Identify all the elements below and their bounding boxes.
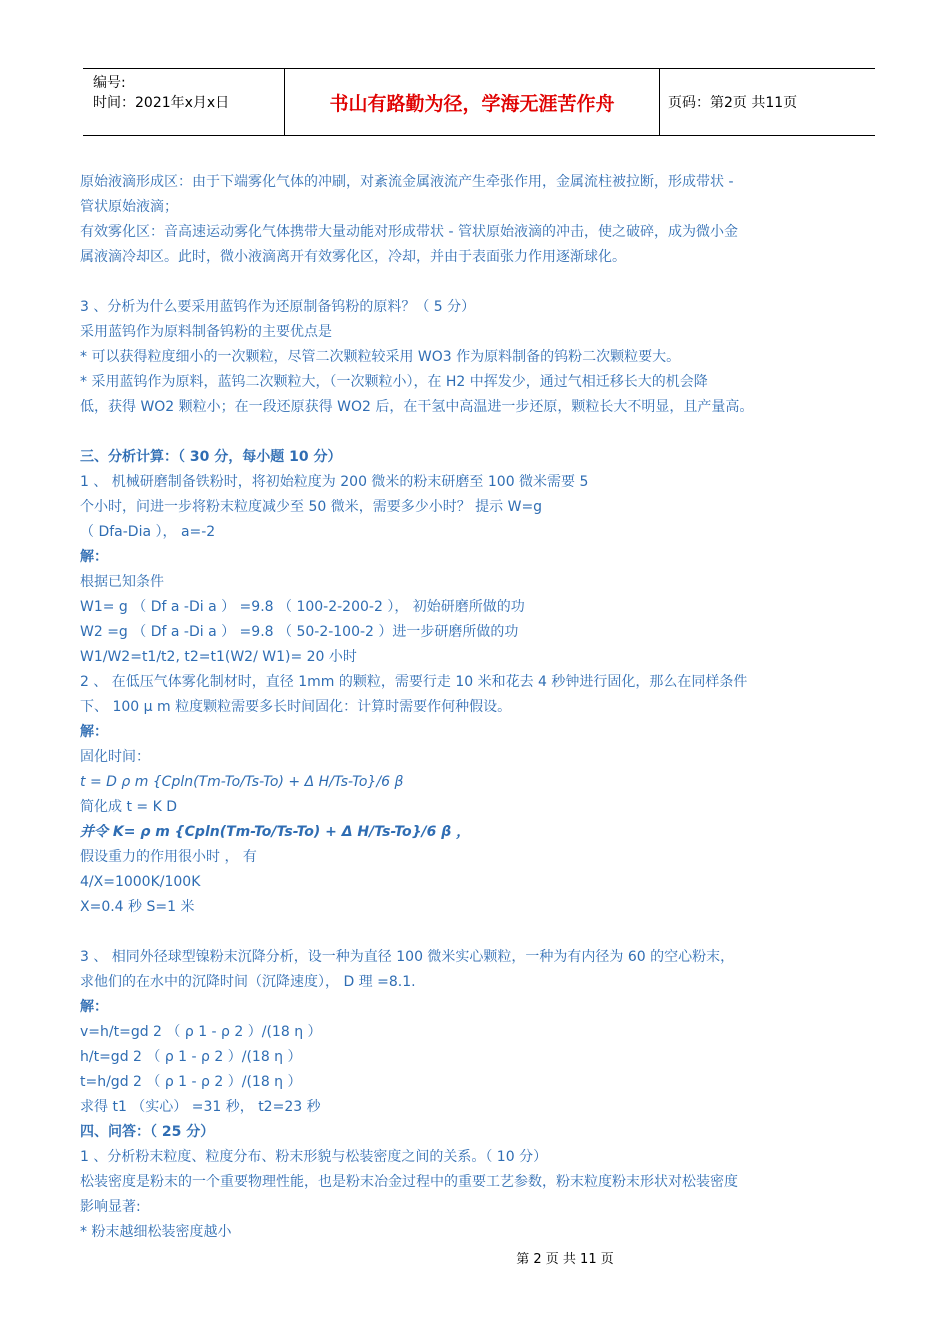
text-line: 管状原始液滴； <box>80 199 178 215</box>
formula-line: h/t=gd 2 （ ρ 1 - ρ 2 ）/(18 η ） <box>80 1049 302 1065</box>
text-line: 松装密度是粉末的一个重要物理性能，也是粉末冶金过程中的重要工艺参数，粉末粒度粉末形状对松装密度 <box>80 1174 738 1190</box>
text-line: 有效雾化区：音高速运动雾化气体携带大量动能对形成带状 - 管状原始液滴的冲击，使之破碎，成为微小金 <box>80 224 738 240</box>
page-footer: 第 2 页 共 11 页 <box>516 1252 614 1267</box>
bullet-line: * 粉末越细松装密度越小 <box>80 1224 232 1240</box>
blank-line <box>80 920 880 945</box>
text-line: 个小时，问进一步将粉末粒度减少至 50 微米，需要多少小时？ 提示 W=g <box>80 499 543 515</box>
blank-line <box>80 270 880 295</box>
text-line: 低，获得 WO2 颗粒小；在一段还原获得 WO2 后，在干氢中高温进一步还原，颗粒长大不明显，且产量高。 <box>80 399 754 415</box>
page-label: 页码：第2页 共11页 <box>668 95 798 111</box>
section-heading-3: 三、分析计算：（ 30 分，每小题 10 分） <box>80 449 342 465</box>
problem-3: 3 、 相同外径球型镍粉末沉降分析，设一种为直径 100 微米实心颗粒，一种为有内径为 60 的空心粉末， <box>80 949 735 965</box>
text-line: 影响显著: <box>80 1199 141 1215</box>
formula-line: v=h/t=gd 2 （ ρ 1 - ρ 2 ）/(18 η ） <box>80 1024 322 1040</box>
text-line: 原始液滴形成区：由于下端雾化气体的冲刷，对紊流金属液流产生牵张作用，金属流柱被拉断，形成带状 - <box>80 174 734 190</box>
formula-line: t=h/gd 2 （ ρ 1 - ρ 2 ）/(18 η ） <box>80 1074 302 1090</box>
solution-label: 解： <box>80 549 108 565</box>
problem-1: 1 、 机械研磨制备铁粉时，将初始粒度为 200 微米的粉末研磨至 100 微米需要 5 <box>80 474 589 490</box>
question-3: 3 、分析为什么要采用蓝钨作为还原制备钨粉的原料？（ 5 分） <box>80 299 476 315</box>
solution-label: 解： <box>80 999 108 1015</box>
section-heading-4: 四、问答：（ 25 分） <box>80 1124 215 1140</box>
page-header <box>83 68 875 136</box>
text-line: 固化时间： <box>80 749 150 765</box>
formula-line: t = D ρ m {Cpln(Tm-To/Ts-To) + Δ H/Ts-To}/6 β <box>80 774 404 790</box>
formula-line: W2 =g （ Df a -Di a ） =9.8 （ 50-2-100-2 ）进一步研磨所做的功 <box>80 624 519 640</box>
text-line: （ Dfa-Dia ）， a=-2 <box>80 524 216 540</box>
time-label: 时间：2021年x月x日 <box>93 95 230 111</box>
number-label: 编号: <box>93 75 126 91</box>
blank-line <box>80 420 880 445</box>
text-line: 采用蓝钨作为原料制备钨粉的主要优点是 <box>80 324 332 340</box>
formula-line: 4/X=1000K/100K <box>80 874 201 890</box>
formula-line: X=0.4 秒 S=1 米 <box>80 899 195 915</box>
problem-2: 2 、 在低压气体雾化制材时，直径 1mm 的颗粒，需要行走 10 米和花去 4 秒钟进行固化，那么在同样条件 <box>80 674 748 690</box>
document-body <box>80 170 880 1245</box>
text-line: 求他们的在水中的沉降时间（沉降速度）， D 理 =8.1. <box>80 974 416 990</box>
bullet-line: * 采用蓝钨作为原料，蓝钨二次颗粒大，（一次颗粒小），在 H2 中挥发少，通过气相迁移长大的机会降 <box>80 374 708 390</box>
solution-label: 解： <box>80 724 108 740</box>
text-line: 假设重力的作用很小时 ， 有 <box>80 849 257 865</box>
motto: 书山有路勤为径，学海无涯苦作舟 <box>285 69 660 135</box>
text-line: 根据已知条件 <box>80 574 164 590</box>
formula-line: W1= g （ Df a -Di a ） =9.8 （ 100-2-200-2 ）， 初始研磨所做的功 <box>80 599 525 615</box>
formula-line: W1/W2=t1/t2, t2=t1(W2/ W1)= 20 小时 <box>80 649 357 665</box>
formula-line: 并令 K= ρ m {Cpln(Tm-To/Ts-To) + Δ H/Ts-To}/6 β ， <box>80 824 471 840</box>
header-meta <box>83 69 285 135</box>
bullet-line: * 可以获得粒度细小的一次颗粒，尽管二次颗粒较采用 WO3 作为原料制备的钨粉二次颗粒要大。 <box>80 349 681 365</box>
formula-line: 简化成 t = K D <box>80 799 177 815</box>
text-line: 求得 t1 （实心） =31 秒， t2=23 秒 <box>80 1099 321 1115</box>
question-1: 1 、分析粉末粒度、粒度分布、粉末形貌与松装密度之间的关系。（ 10 分） <box>80 1149 548 1165</box>
text-line: 属液滴冷却区。此时，微小液滴离开有效雾化区，冷却，并由于表面张力作用逐渐球化。 <box>80 249 626 265</box>
text-line: 下、 100 μ m 粒度颗粒需要多长时间固化：计算时需要作何种假设。 <box>80 699 512 715</box>
